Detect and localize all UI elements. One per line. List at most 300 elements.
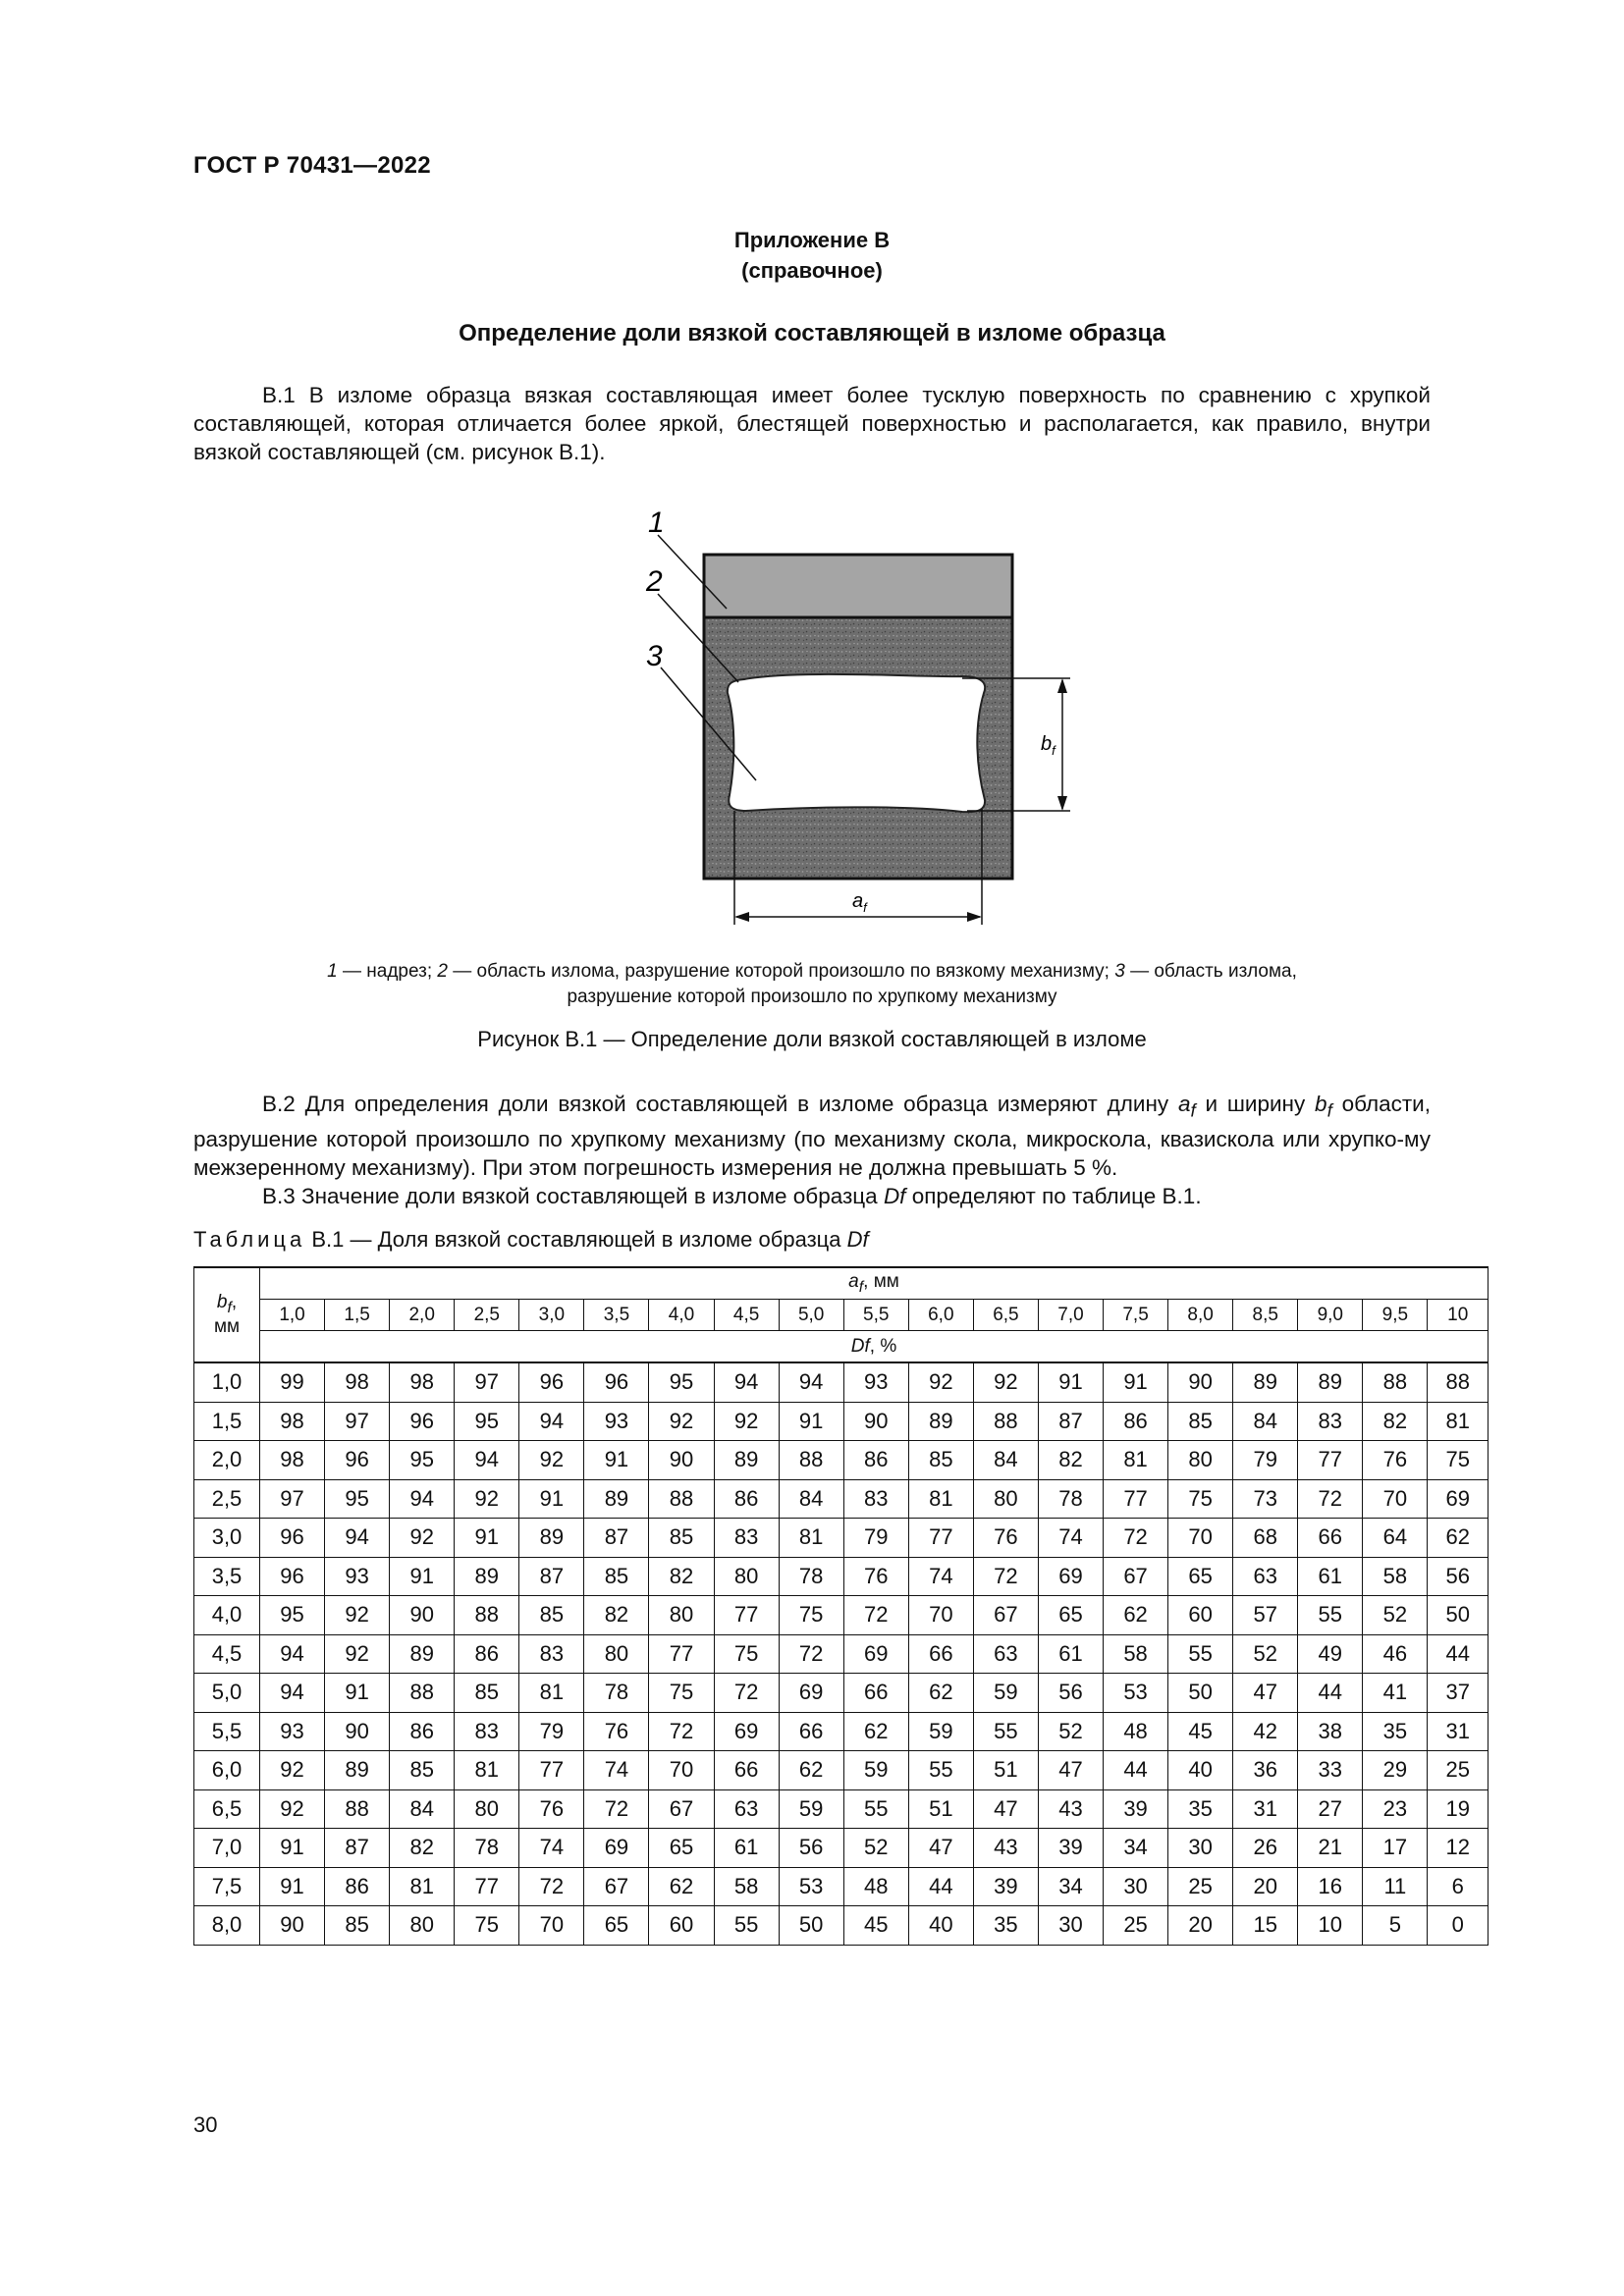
- column-header: 2,0: [390, 1300, 455, 1331]
- appendix-subtitle: (справочное): [741, 258, 883, 283]
- table-cell: 94: [390, 1479, 455, 1519]
- legend-text-2: — область излома, разрушение которой произошло по вязкому механизму;: [447, 961, 1115, 982]
- column-header: 1,0: [260, 1300, 325, 1331]
- table-cell: 78: [584, 1674, 649, 1713]
- table-cell: 90: [390, 1596, 455, 1635]
- df-header: Df, %: [260, 1331, 1489, 1363]
- table-cell: 51: [973, 1751, 1038, 1790]
- table-cell: 77: [714, 1596, 779, 1635]
- table-cell: 69: [1428, 1479, 1489, 1519]
- table-cell: 89: [519, 1519, 584, 1558]
- table-cell: 52: [1038, 1712, 1103, 1751]
- table-cell: 62: [1104, 1596, 1168, 1635]
- table-cell: 87: [584, 1519, 649, 1558]
- figure-label-3: 3: [646, 640, 663, 672]
- table-cell: 60: [649, 1906, 714, 1946]
- table-cell: 30: [1104, 1867, 1168, 1906]
- table-cell: 59: [779, 1789, 843, 1829]
- table-cell: 91: [455, 1519, 519, 1558]
- table-row: [194, 1789, 1489, 1829]
- table-cell: 77: [649, 1634, 714, 1674]
- table-cell: 50: [1428, 1596, 1489, 1635]
- table-cell: 66: [1298, 1519, 1363, 1558]
- table-cell: 75: [649, 1674, 714, 1713]
- table-cell: 58: [1104, 1634, 1168, 1674]
- table-cell: 83: [455, 1712, 519, 1751]
- table-cell: 55: [1298, 1596, 1363, 1635]
- table-cell: 81: [390, 1867, 455, 1906]
- table-cell: 76: [584, 1712, 649, 1751]
- column-header: 9,5: [1363, 1300, 1428, 1331]
- table-cell: 88: [1363, 1362, 1428, 1402]
- row-head-cell: $b_f$, мм: [194, 1267, 260, 1362]
- table-cell: 65: [584, 1906, 649, 1946]
- table-cell: 92: [455, 1479, 519, 1519]
- paragraph-b1: [193, 381, 1431, 466]
- legend-text-1: — надрез;: [337, 961, 438, 982]
- table-cell: 16: [1298, 1867, 1363, 1906]
- brittle-region: [728, 674, 985, 812]
- table-cell: 67: [1104, 1557, 1168, 1596]
- table-cell: 90: [325, 1712, 390, 1751]
- table-cell: 97: [325, 1402, 390, 1441]
- table-cell: 90: [1168, 1362, 1233, 1402]
- table-cell: 78: [779, 1557, 843, 1596]
- table-cell: 94: [714, 1362, 779, 1402]
- table-cell: 92: [390, 1519, 455, 1558]
- column-header: 6,0: [908, 1300, 973, 1331]
- table-cell: 47: [1038, 1751, 1103, 1790]
- table-cell: 92: [325, 1634, 390, 1674]
- table-cell: 61: [1298, 1557, 1363, 1596]
- table-cell: 96: [584, 1362, 649, 1402]
- table-cell: 35: [1363, 1712, 1428, 1751]
- row-label: 4,5: [194, 1634, 260, 1674]
- table-cell: 45: [843, 1906, 908, 1946]
- table-cell: 77: [455, 1867, 519, 1906]
- table-cell: 37: [1428, 1674, 1489, 1713]
- table-cell: 72: [519, 1867, 584, 1906]
- table-cell: 84: [390, 1789, 455, 1829]
- table-cell: 55: [714, 1906, 779, 1946]
- table-cell: 77: [908, 1519, 973, 1558]
- row-label: 2,5: [194, 1479, 260, 1519]
- table-cell: 70: [519, 1906, 584, 1946]
- column-header: 7,0: [1038, 1300, 1103, 1331]
- table-cell: 96: [260, 1519, 325, 1558]
- table-cell: 92: [649, 1402, 714, 1441]
- table-cell: 60: [1168, 1596, 1233, 1635]
- row-label: 3,5: [194, 1557, 260, 1596]
- table-cell: 20: [1233, 1867, 1298, 1906]
- table-cell: 85: [455, 1674, 519, 1713]
- table-cell: 85: [1168, 1402, 1233, 1441]
- column-header: 10: [1428, 1300, 1489, 1331]
- table-header-row-1: [194, 1267, 1489, 1300]
- table-cell: 10: [1298, 1906, 1363, 1946]
- table-cell: 44: [1104, 1751, 1168, 1790]
- table-cell: 89: [714, 1441, 779, 1480]
- table-cell: 70: [908, 1596, 973, 1635]
- table-cell: 45: [1168, 1712, 1233, 1751]
- table-cell: 72: [973, 1557, 1038, 1596]
- column-header: 2,5: [455, 1300, 519, 1331]
- row-label: 6,0: [194, 1751, 260, 1790]
- table-cell: 50: [779, 1906, 843, 1946]
- table-cell: 64: [1363, 1519, 1428, 1558]
- table-cell: 92: [519, 1441, 584, 1480]
- paragraph-b2: [193, 1090, 1431, 1210]
- table-cell: 76: [843, 1557, 908, 1596]
- table-cell: 59: [973, 1674, 1038, 1713]
- table-cell: 51: [908, 1789, 973, 1829]
- table-cell: 80: [714, 1557, 779, 1596]
- table-header-row-3: [194, 1331, 1489, 1363]
- table-cell: 85: [390, 1751, 455, 1790]
- table-cell: 95: [390, 1441, 455, 1480]
- legend-text-3: — область излома,: [1124, 961, 1297, 982]
- table-row: [194, 1867, 1489, 1906]
- table-cell: 88: [325, 1789, 390, 1829]
- dim-a-arrow-left: [734, 912, 749, 922]
- table-row: [194, 1596, 1489, 1635]
- table-cell: 75: [779, 1596, 843, 1635]
- table-cell: 95: [455, 1402, 519, 1441]
- table-cell: 52: [843, 1829, 908, 1868]
- table-cell: 39: [1104, 1789, 1168, 1829]
- table-cell: 82: [1363, 1402, 1428, 1441]
- table-cell: 80: [1168, 1441, 1233, 1480]
- table-cell: 72: [714, 1674, 779, 1713]
- table-cell: 36: [1233, 1751, 1298, 1790]
- table-cell: 62: [908, 1674, 973, 1713]
- table-cell: 40: [1168, 1751, 1233, 1790]
- table-cell: 61: [1038, 1634, 1103, 1674]
- figure-title: Рисунок В.1 — Определение доли вязкой составляющей в изломе: [477, 1027, 1147, 1051]
- paragraph-b2-text: В.2 Для определения доли вязкой составляющей в изломе образца измеряют длину $a_f$ и ширину $b_f$ области, разрушение которой произошло по хрупкому механизму (по механизму скола, микроскола, квазискола или хрупко-му межзеренному механизму). При этом погрешность измерения не должна превышать 5 %.: [193, 1092, 1431, 1180]
- table-cell: 93: [260, 1712, 325, 1751]
- section-title: Определение доли вязкой составляющей в изломе образца: [459, 320, 1165, 347]
- legend-num-2: 2: [437, 961, 448, 982]
- table-cell: 98: [325, 1362, 390, 1402]
- table-cell: 83: [1298, 1402, 1363, 1441]
- table-cell: 44: [908, 1867, 973, 1906]
- table-cell: 85: [584, 1557, 649, 1596]
- table-cell: 74: [519, 1829, 584, 1868]
- table-cell: 79: [1233, 1441, 1298, 1480]
- dim-a-arrow-right: [967, 912, 982, 922]
- row-label: 6,5: [194, 1789, 260, 1829]
- table-cell: 95: [325, 1479, 390, 1519]
- table-cell: 74: [908, 1557, 973, 1596]
- row-label: 7,0: [194, 1829, 260, 1868]
- table-cell: 85: [649, 1519, 714, 1558]
- table-cell: 42: [1233, 1712, 1298, 1751]
- column-header: 5,5: [843, 1300, 908, 1331]
- table-cell: 94: [779, 1362, 843, 1402]
- table-cell: 92: [714, 1402, 779, 1441]
- column-header: 4,5: [714, 1300, 779, 1331]
- table-cell: 66: [714, 1751, 779, 1790]
- table-cell: 89: [908, 1402, 973, 1441]
- table-cell: 72: [649, 1712, 714, 1751]
- table-cell: 77: [519, 1751, 584, 1790]
- table-cell: 31: [1428, 1712, 1489, 1751]
- table-cell: 38: [1298, 1712, 1363, 1751]
- table-cell: 30: [1038, 1906, 1103, 1946]
- table-cell: 95: [260, 1596, 325, 1635]
- table-cell: 89: [325, 1751, 390, 1790]
- table-cell: 92: [908, 1362, 973, 1402]
- table-cell: 72: [584, 1789, 649, 1829]
- table-cell: 67: [649, 1789, 714, 1829]
- table-cell: 58: [714, 1867, 779, 1906]
- column-header: 7,5: [1104, 1300, 1168, 1331]
- table-cell: 70: [1363, 1479, 1428, 1519]
- table-cell: 49: [1298, 1634, 1363, 1674]
- table-caption: [193, 1227, 869, 1253]
- table-cell: 78: [1038, 1479, 1103, 1519]
- table-cell: 50: [1168, 1674, 1233, 1713]
- table-cell: 90: [649, 1441, 714, 1480]
- row-label: 1,5: [194, 1402, 260, 1441]
- document-code: ГОСТ Р 70431—2022: [193, 152, 431, 179]
- table-cell: 66: [908, 1634, 973, 1674]
- table-cell: 92: [325, 1596, 390, 1635]
- table-cell: 66: [779, 1712, 843, 1751]
- table-cell: 62: [649, 1867, 714, 1906]
- table-cell: 65: [1038, 1596, 1103, 1635]
- table-cell: 76: [519, 1789, 584, 1829]
- table-cell: 72: [779, 1634, 843, 1674]
- table-cell: 94: [325, 1519, 390, 1558]
- row-label: 2,0: [194, 1441, 260, 1480]
- table-row: [194, 1674, 1489, 1713]
- table-cell: 80: [649, 1596, 714, 1635]
- table-cell: 53: [779, 1867, 843, 1906]
- table-cell: 52: [1363, 1596, 1428, 1635]
- table-cell: 93: [843, 1362, 908, 1402]
- table-cell: 6: [1428, 1867, 1489, 1906]
- table-cell: 79: [519, 1712, 584, 1751]
- row-label: 3,0: [194, 1519, 260, 1558]
- table-cell: 81: [519, 1674, 584, 1713]
- table-cell: 72: [1298, 1479, 1363, 1519]
- table-cell: 92: [973, 1362, 1038, 1402]
- table-cell: 87: [1038, 1402, 1103, 1441]
- table-cell: 89: [584, 1479, 649, 1519]
- legend-num-3: 3: [1114, 961, 1125, 982]
- table-cell: 63: [714, 1789, 779, 1829]
- table-cell: 21: [1298, 1829, 1363, 1868]
- table-cell: 96: [519, 1362, 584, 1402]
- table-cell: 75: [1428, 1441, 1489, 1480]
- table-cell: 35: [973, 1906, 1038, 1946]
- table-cell: 65: [649, 1829, 714, 1868]
- table-cell: 88: [649, 1479, 714, 1519]
- table-cell: 85: [325, 1906, 390, 1946]
- table-cell: 39: [1038, 1829, 1103, 1868]
- table-cell: 12: [1428, 1829, 1489, 1868]
- table-caption-text: В.1 — Доля вязкой составляющей в изломе образца: [305, 1227, 847, 1252]
- table-cell: 89: [455, 1557, 519, 1596]
- column-header: 6,5: [973, 1300, 1038, 1331]
- table-cell: 74: [584, 1751, 649, 1790]
- table-cell: 55: [843, 1789, 908, 1829]
- row-label: 1,0: [194, 1362, 260, 1402]
- table-row: [194, 1712, 1489, 1751]
- table-row: [194, 1479, 1489, 1519]
- table-row: [194, 1362, 1489, 1402]
- table-cell: 86: [455, 1634, 519, 1674]
- table-cell: 91: [1038, 1362, 1103, 1402]
- table-cell: 75: [455, 1906, 519, 1946]
- table-cell: 86: [1104, 1402, 1168, 1441]
- table-cell: 52: [1233, 1634, 1298, 1674]
- table-cell: 39: [973, 1867, 1038, 1906]
- column-header: 8,5: [1233, 1300, 1298, 1331]
- table-cell: 30: [1168, 1829, 1233, 1868]
- table-cell: 99: [260, 1362, 325, 1402]
- table-cell: 91: [260, 1867, 325, 1906]
- table-cell: 80: [973, 1479, 1038, 1519]
- table-cell: 25: [1104, 1906, 1168, 1946]
- table-cell: 94: [455, 1441, 519, 1480]
- table-cell: 70: [649, 1751, 714, 1790]
- table-cell: 91: [1104, 1362, 1168, 1402]
- table-cell: 82: [584, 1596, 649, 1635]
- table-cell: 5: [1363, 1906, 1428, 1946]
- table-cell: 43: [973, 1829, 1038, 1868]
- table-cell: 47: [908, 1829, 973, 1868]
- figure-legend: [193, 959, 1431, 1010]
- table-cell: 69: [1038, 1557, 1103, 1596]
- table-cell: 81: [455, 1751, 519, 1790]
- row-label: 4,0: [194, 1596, 260, 1635]
- table-cell: 33: [1298, 1751, 1363, 1790]
- table-cell: 77: [1298, 1441, 1363, 1480]
- figure-label-1: 1: [648, 507, 665, 539]
- col-group-header: $a_f$, мм: [260, 1267, 1489, 1300]
- table-cell: 57: [1233, 1596, 1298, 1635]
- paragraph-b1-text: В.1 В изломе образца вязкая составляющая имеет более тусклую поверхность по сравнению с хрупкой составляющей, которая отличается более яркой, блестящей поверхностью и располагается, как правило, внутри вязкой составляющей (см. рисунок В.1).: [193, 383, 1431, 464]
- table-cell: 81: [1104, 1441, 1168, 1480]
- table-cell: 81: [779, 1519, 843, 1558]
- appendix-title: Приложение В: [733, 228, 891, 252]
- table-cell: 67: [973, 1596, 1038, 1635]
- table-cell: 62: [779, 1751, 843, 1790]
- table-cell: 78: [455, 1829, 519, 1868]
- table-cell: 88: [973, 1402, 1038, 1441]
- table-cell: 62: [1428, 1519, 1489, 1558]
- figure-legend-line-2: разрушение которой произошло по хрупкому механизму: [567, 987, 1057, 1007]
- table-cell: 74: [1038, 1519, 1103, 1558]
- column-header: 3,5: [584, 1300, 649, 1331]
- table-cell: 83: [714, 1519, 779, 1558]
- table-cell: 90: [843, 1402, 908, 1441]
- table-cell: 92: [260, 1789, 325, 1829]
- table-cell: 41: [1363, 1674, 1428, 1713]
- table-cell: 96: [390, 1402, 455, 1441]
- table-cell: 62: [843, 1712, 908, 1751]
- row-label: 8,0: [194, 1906, 260, 1946]
- table-cell: 48: [1104, 1712, 1168, 1751]
- table-cell: 82: [1038, 1441, 1103, 1480]
- table-row: [194, 1519, 1489, 1558]
- table-cell: 84: [779, 1479, 843, 1519]
- table-cell: 55: [973, 1712, 1038, 1751]
- table-cell: 47: [1233, 1674, 1298, 1713]
- table-cell: 91: [584, 1441, 649, 1480]
- table-cell: 70: [1168, 1519, 1233, 1558]
- table-cell: 63: [973, 1634, 1038, 1674]
- table-cell: 81: [1428, 1402, 1489, 1441]
- table-cell: 80: [455, 1789, 519, 1829]
- table-cell: 98: [390, 1362, 455, 1402]
- column-header: 8,0: [1168, 1300, 1233, 1331]
- table-cell: 25: [1428, 1751, 1489, 1790]
- table-cell: 11: [1363, 1867, 1428, 1906]
- table-cell: 55: [1168, 1634, 1233, 1674]
- table-cell: 76: [1363, 1441, 1428, 1480]
- table-cell: 87: [519, 1557, 584, 1596]
- row-label: 5,0: [194, 1674, 260, 1713]
- table-cell: 97: [260, 1479, 325, 1519]
- column-header: 3,0: [519, 1300, 584, 1331]
- table-cell: 69: [714, 1712, 779, 1751]
- table-cell: 98: [260, 1441, 325, 1480]
- table-cell: 91: [779, 1402, 843, 1441]
- table-cell: 85: [908, 1441, 973, 1480]
- table-cell: 88: [390, 1674, 455, 1713]
- table-cell: 95: [649, 1362, 714, 1402]
- column-header: 1,5: [325, 1300, 390, 1331]
- df-table: [193, 1266, 1489, 1946]
- table-cell: 31: [1233, 1789, 1298, 1829]
- table-caption-word: Таблица: [193, 1227, 306, 1252]
- table-cell: 56: [1038, 1674, 1103, 1713]
- table-cell: 94: [260, 1674, 325, 1713]
- table-cell: 84: [1233, 1402, 1298, 1441]
- table-cell: 72: [1104, 1519, 1168, 1558]
- row-label: 7,5: [194, 1867, 260, 1906]
- table-cell: 40: [908, 1906, 973, 1946]
- table-cell: 91: [325, 1674, 390, 1713]
- table-cell: 76: [973, 1519, 1038, 1558]
- figure-fracture-diagram: [628, 501, 1080, 942]
- column-header: 4,0: [649, 1300, 714, 1331]
- table-cell: 77: [1104, 1479, 1168, 1519]
- table-cell: 23: [1363, 1789, 1428, 1829]
- table-cell: 59: [843, 1751, 908, 1790]
- table-row: [194, 1402, 1489, 1441]
- dim-b-arrow-top: [1057, 678, 1067, 693]
- table-cell: 80: [584, 1634, 649, 1674]
- table-cell: 94: [519, 1402, 584, 1441]
- table-cell: 34: [1104, 1829, 1168, 1868]
- table-cell: 66: [843, 1674, 908, 1713]
- table-cell: 58: [1363, 1557, 1428, 1596]
- table-cell: 86: [843, 1441, 908, 1480]
- table-cell: 20: [1168, 1906, 1233, 1946]
- table-cell: 93: [584, 1402, 649, 1441]
- table-cell: 98: [260, 1402, 325, 1441]
- table-cell: 88: [779, 1441, 843, 1480]
- table-cell: 35: [1168, 1789, 1233, 1829]
- table-cell: 15: [1233, 1906, 1298, 1946]
- table-cell: 75: [714, 1634, 779, 1674]
- table-cell: 91: [519, 1479, 584, 1519]
